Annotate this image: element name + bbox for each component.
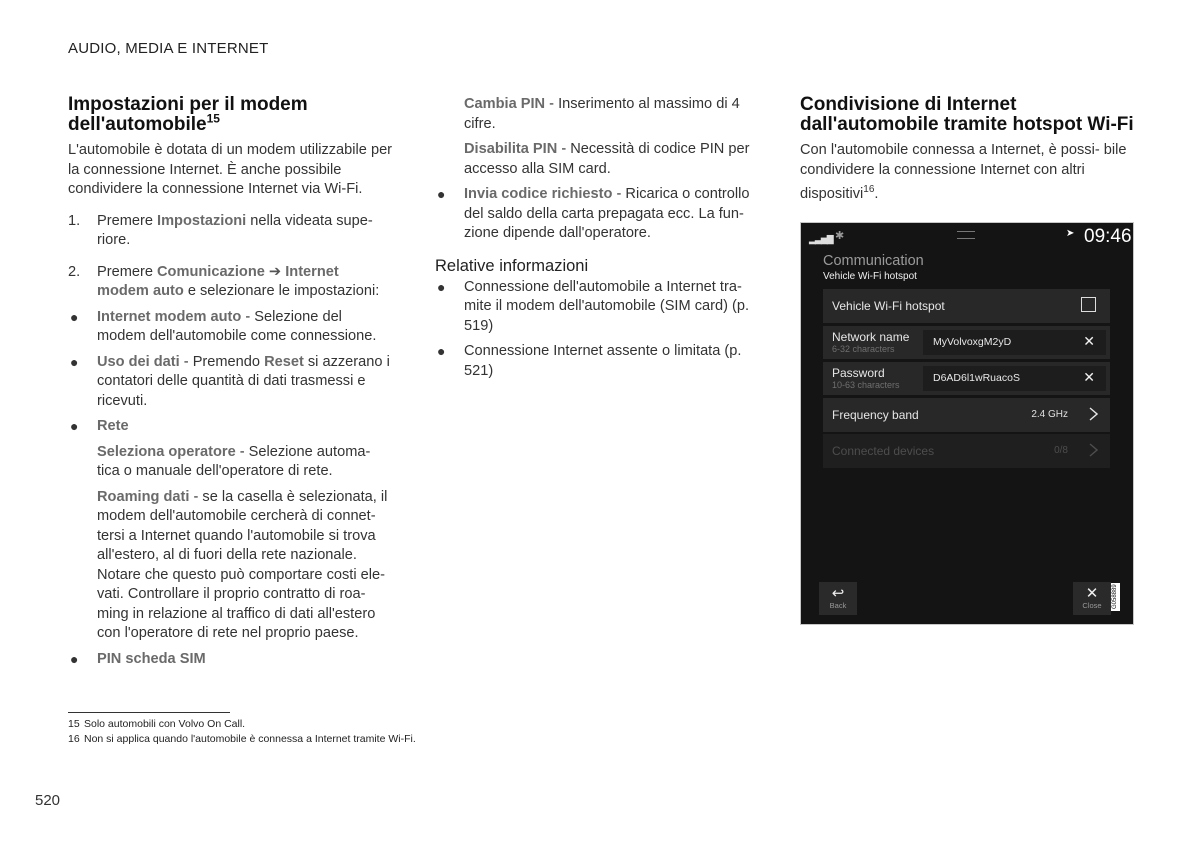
related-info-heading: Relative informazioni <box>435 256 589 275</box>
roaming-item <box>68 488 393 644</box>
bullet-term: Invia codice richiesto <box>464 186 613 202</box>
bullet-icon: ● <box>70 418 79 434</box>
screen-subtitle: Vehicle Wi-Fi hotspot <box>823 271 917 282</box>
intro-end: . <box>874 185 879 202</box>
network-name-row <box>823 326 1110 359</box>
sub-term: Seleziona operatore <box>97 443 236 460</box>
related-link-2[interactable] <box>435 342 765 381</box>
bullet-icon: ● <box>437 186 446 202</box>
sub-text: - Necessità di codice PIN per accesso alla SIM card. <box>464 141 750 177</box>
bullet-text: - Ricarica o controllo del saldo della carta prepagata ecc. La fun- zione dipende dall'operatore. <box>464 186 750 241</box>
frequency-band-row[interactable] <box>823 398 1110 432</box>
frequency-band-value: 2.4 GHz <box>1031 409 1068 420</box>
related-link-text[interactable]: Connessione dell'automobile a Internet tra- mite il modem dell'automobile (SIM card) (p. 519) <box>464 278 750 334</box>
select-operator-item <box>68 443 393 482</box>
password-field[interactable] <box>923 366 1106 391</box>
screen-title: Communication <box>823 253 924 269</box>
sub-term: Cambia PIN <box>464 96 546 112</box>
footnote-ref-16: 16 <box>863 184 875 195</box>
footnote-ref-15: 15 <box>206 111 220 126</box>
footnote-number: 16 <box>68 733 80 745</box>
communication-term: Comunicazione <box>157 263 265 280</box>
network-name-field[interactable] <box>923 330 1106 355</box>
step-number: 2. <box>68 263 81 280</box>
right-column <box>800 95 1135 204</box>
hotspot-intro <box>800 141 1135 204</box>
footnote-text: Solo automobili con Volvo On Call. <box>84 718 246 730</box>
signal-icon: ▂▃▅▇ <box>809 234 833 244</box>
hotspot-checkbox[interactable] <box>1081 297 1096 312</box>
clear-icon[interactable]: ✕ <box>1083 369 1095 385</box>
step-text-post: e selezionare le impostazioni: <box>183 283 380 299</box>
hotspot-label: Vehicle Wi-Fi hotspot <box>832 299 945 313</box>
intro-paragraph: L'automobile è dotata di un modem utilizzabile per la connessione Internet. È anche possibile condividere la connessione Internet via Wi-Fi. <box>68 142 393 197</box>
arrow-right-icon: ➔ <box>268 263 282 280</box>
related-link-1[interactable] <box>435 278 765 337</box>
bullet-term: Internet modem auto <box>97 308 242 325</box>
step-text-post: nella videata supe- riore. <box>97 212 373 248</box>
back-icon: ↩ <box>831 585 845 602</box>
network-name-label: Network name <box>832 330 910 344</box>
sub-text: - se la casella è selezionata, il modem dell'automobile cercherà di connet- tersi a Internet quando l'automobile si trova all'estero, al di fuori della rete nazionale. Notare che questo può comportare costi ele- vati. Controllare il proprio contratto di roa- ming in relazione al traffico di dati all'estero con l'operatore di rete nel proprio paese. <box>97 488 388 641</box>
footnote-15 <box>68 718 245 730</box>
bullet-icon: ● <box>437 278 446 295</box>
bullet-term: Rete <box>97 418 129 434</box>
footnote-divider <box>68 712 230 713</box>
reset-term: Reset <box>264 353 304 370</box>
close-button[interactable] <box>1073 582 1111 615</box>
close-label: Close <box>1082 601 1102 610</box>
password-value: D6AD6l1wRuacoS <box>933 372 1020 384</box>
bullet-text: - Premendo <box>179 353 265 370</box>
middle-column <box>435 95 765 381</box>
heading-text: Impostazioni per il modem dell'automobile <box>68 94 308 135</box>
settings-term: Impostazioni <box>157 212 247 229</box>
step-2 <box>68 263 393 302</box>
left-column <box>68 95 393 669</box>
internet-modem-term: Internet modem auto <box>97 263 339 299</box>
location-icon: ➤ <box>1066 228 1075 239</box>
bullet-text: - Selezione del modem dell'automobile come connessione. <box>97 308 377 344</box>
clear-icon[interactable]: ✕ <box>1083 333 1095 349</box>
step-number: 1. <box>68 212 81 229</box>
network-name-hint: 6-32 characters <box>832 344 895 354</box>
password-row <box>823 362 1110 395</box>
intro-text: Con l'automobile connessa a Internet, è possi- bile condividere la connessione Internet con altri dispositivi <box>800 142 1127 202</box>
close-icon: ✕ <box>1085 585 1099 602</box>
section-header: AUDIO, MEDIA E INTERNET <box>68 40 269 57</box>
bullet-sim-pin <box>68 650 393 670</box>
bullet-icon: ● <box>70 308 79 325</box>
bullet-term: Uso dei dati <box>97 353 180 370</box>
bullet-text: si azzerano i contatori delle quantità di dati trasmessi e ricevuti. <box>97 353 390 409</box>
back-label: Back <box>829 601 847 610</box>
step-text-pre: Premere <box>97 263 158 280</box>
status-bar <box>801 223 1133 247</box>
disable-pin-item <box>435 140 765 179</box>
bullet-icon: ● <box>437 343 446 359</box>
bullet-term: PIN scheda SIM <box>97 650 206 667</box>
sub-text: - Selezione automa- tica o manuale dell'operatore di rete. <box>97 443 371 479</box>
frequency-band-label: Frequency band <box>832 408 919 422</box>
sub-text: - Inserimento al massimo di 4 cifre. <box>464 96 740 132</box>
sub-term: Roaming dati <box>97 488 190 505</box>
connected-devices-label: Connected devices <box>832 444 935 458</box>
footnote-number: 15 <box>68 718 80 730</box>
network-name-value: MyVolvoxgM2yD <box>933 336 1012 348</box>
password-label: Password <box>832 366 885 380</box>
bullet-internet-modem <box>68 308 393 347</box>
image-code: G058889 <box>1112 584 1118 610</box>
connected-devices-value: 0/8 <box>1054 445 1068 456</box>
hotspot-toggle-row[interactable] <box>823 289 1110 323</box>
footnote-text: Non si applica quando l'automobile è connessa a Internet tramite Wi-Fi. <box>84 733 416 745</box>
page-number: 520 <box>35 792 61 809</box>
chevron-right-icon <box>1089 407 1098 421</box>
infotainment-screenshot <box>800 222 1134 625</box>
clock: 09:46 <box>1084 226 1132 247</box>
footnote-16 <box>68 733 416 745</box>
bullet-data-usage <box>68 353 393 412</box>
chevron-right-icon <box>1089 443 1098 457</box>
change-pin-item <box>435 95 765 134</box>
bullet-network <box>68 417 393 437</box>
connected-devices-row <box>823 434 1110 468</box>
hotspot-heading: Condivisione di Internet dall'automobile tramite hotspot Wi-Fi <box>800 94 1134 135</box>
modem-settings-heading <box>68 95 393 135</box>
bluetooth-icon: ✱ <box>835 230 845 242</box>
bullet-send-code <box>435 185 765 244</box>
pull-down-handle-icon[interactable] <box>957 231 975 239</box>
sub-term: Disabilita PIN <box>464 141 558 157</box>
bullet-icon: ● <box>70 650 79 667</box>
back-button[interactable] <box>819 582 857 615</box>
related-link-text[interactable]: Connessione Internet assente o limitata (p. 521) <box>464 343 742 379</box>
step-1 <box>68 212 393 251</box>
step-text-pre: Premere <box>97 212 158 229</box>
bullet-icon: ● <box>70 353 79 370</box>
password-hint: 10-63 characters <box>832 380 900 390</box>
